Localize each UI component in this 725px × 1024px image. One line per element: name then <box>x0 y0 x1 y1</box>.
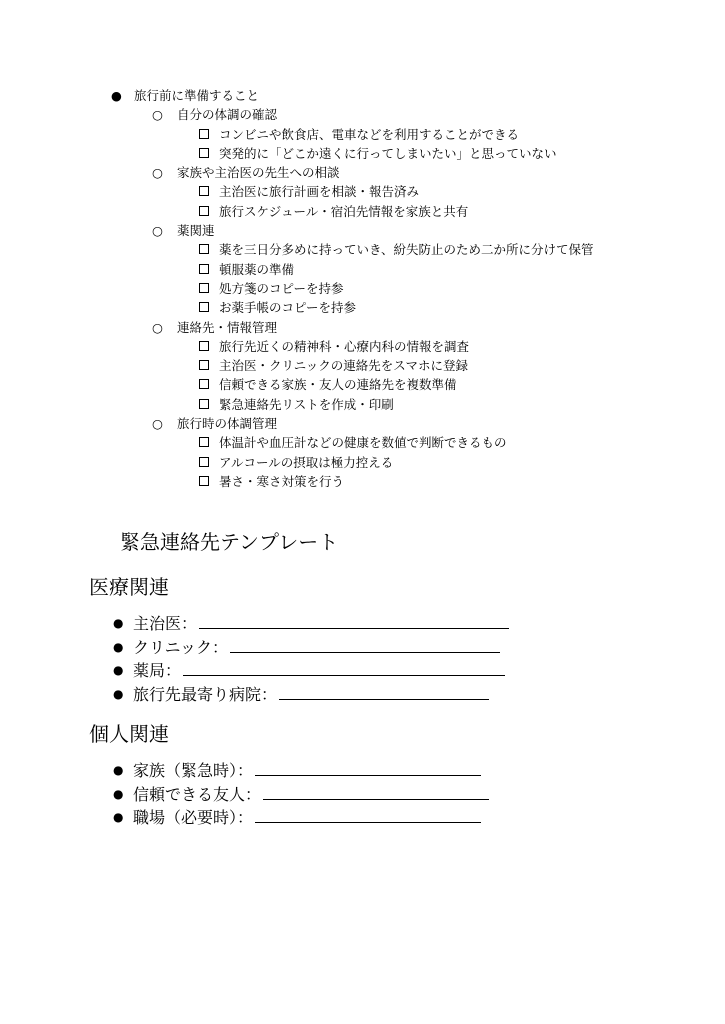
checklist-item-label: アルコールの摂取は極力控える <box>219 454 394 470</box>
bullet-circle: ○ <box>152 319 163 335</box>
checklist-item[interactable] <box>0 356 725 375</box>
section-item <box>0 318 725 337</box>
checklist-item[interactable] <box>0 240 725 259</box>
section-label: 薬関連 <box>177 223 215 239</box>
checklist-item[interactable] <box>0 202 725 221</box>
section-label: 連絡先・情報管理 <box>177 319 278 335</box>
checkbox[interactable] <box>199 437 209 447</box>
checkbox[interactable] <box>199 283 209 293</box>
checkbox[interactable] <box>199 129 209 139</box>
workplace-field <box>0 806 725 830</box>
bullet-dot: ● <box>111 88 122 103</box>
bullet-dot: ● <box>113 810 124 824</box>
bullet-dot: ● <box>113 663 124 677</box>
blank-line[interactable] <box>230 638 500 653</box>
checklist-item-label: 旅行スケジュール・宿泊先情報を家族と共有 <box>219 203 469 219</box>
blank-line[interactable] <box>255 761 481 776</box>
field-label: 主治医： <box>133 614 198 633</box>
bullet-circle: ○ <box>152 107 163 123</box>
bullet-dot: ● <box>113 786 124 801</box>
checkbox[interactable] <box>199 399 209 409</box>
checklist-item[interactable] <box>0 298 725 317</box>
checklist-item-label: お薬手帳のコピーを持参 <box>219 300 357 316</box>
checklist-item-label: 緊急連絡先リストを作成・印刷 <box>219 396 394 412</box>
checklist-item-label: 薬を三日分多めに持っていき、紛失防止のため二か所に分けて保管 <box>219 242 594 258</box>
checklist-heading-item <box>0 86 725 105</box>
field-label: 薬局： <box>133 661 182 680</box>
template-title: 緊急連絡先テンプレート <box>120 530 339 554</box>
checkbox[interactable] <box>199 360 209 370</box>
primary-doctor-field <box>0 612 725 636</box>
checklist-item-label: 主治医に旅行計画を相談・報告済み <box>219 184 420 200</box>
pharmacy-field <box>0 659 725 683</box>
section-label: 旅行時の体調管理 <box>177 416 278 432</box>
checkbox[interactable] <box>199 341 209 351</box>
checklist-item-label: 主治医・クリニックの連絡先をスマホに登録 <box>219 358 469 374</box>
family-field <box>0 759 725 783</box>
checklist-item-label: コンビニや飲食店、電車などを利用することができる <box>219 126 520 142</box>
field-label: 家族（緊急時）： <box>133 761 254 780</box>
section-item <box>0 163 725 182</box>
blank-line[interactable] <box>199 614 509 629</box>
section-item <box>0 105 725 124</box>
checklist-title: 旅行前に準備すること <box>134 88 260 103</box>
checkbox[interactable] <box>199 148 209 158</box>
section-item <box>0 414 725 433</box>
checklist-item[interactable] <box>0 375 725 394</box>
checkbox[interactable] <box>199 206 209 216</box>
checkbox[interactable] <box>199 264 209 274</box>
blank-line[interactable] <box>183 661 505 676</box>
checklist-item[interactable] <box>0 182 725 201</box>
checklist-item-label: 突発的に「どこか遠くに行ってしまいたい」と思っていない <box>219 145 557 161</box>
bullet-circle: ○ <box>152 416 163 432</box>
checkbox[interactable] <box>199 379 209 389</box>
checklist-item-label: 信頼できる家族・友人の連絡先を複数準備 <box>219 377 457 393</box>
bullet-dot: ● <box>113 616 124 630</box>
bullet-circle: ○ <box>152 165 163 181</box>
checklist-item[interactable] <box>0 453 725 472</box>
section-label: 家族や主治医の先生への相談 <box>177 165 340 181</box>
bullet-circle: ○ <box>152 223 163 239</box>
bullet-dot: ● <box>113 639 124 654</box>
blank-line[interactable] <box>279 685 489 700</box>
checkbox[interactable] <box>199 186 209 196</box>
trusted-friend-field <box>0 783 725 807</box>
section-item <box>0 221 725 240</box>
blank-line[interactable] <box>263 785 489 800</box>
field-label: 信頼できる友人： <box>133 784 262 804</box>
checklist-item-label: 体温計や血圧計などの健康を数値で判断できるもの <box>219 435 507 451</box>
checklist-item[interactable] <box>0 395 725 414</box>
personal-heading: 個人関連 <box>89 722 169 746</box>
medical-contact-fields <box>0 612 725 706</box>
clinic-field <box>0 636 725 660</box>
checkbox[interactable] <box>199 244 209 254</box>
checkbox[interactable] <box>199 476 209 486</box>
nearest-hospital-field <box>0 683 725 707</box>
field-label: 職場（必要時）： <box>133 808 254 827</box>
pre-trip-checklist <box>0 86 725 491</box>
checklist-item[interactable] <box>0 472 725 491</box>
medical-heading: 医療関連 <box>89 575 169 599</box>
section-label: 自分の体調の確認 <box>177 107 278 123</box>
checklist-item-label: 旅行先近くの精神科・心療内科の情報を調査 <box>219 338 470 354</box>
bullet-dot: ● <box>113 763 124 777</box>
blank-line[interactable] <box>255 808 481 823</box>
field-label: クリニック： <box>133 637 229 657</box>
checklist-item-label: 頓服薬の準備 <box>219 261 295 277</box>
checklist-item[interactable] <box>0 260 725 279</box>
checkbox[interactable] <box>199 457 209 467</box>
checkbox[interactable] <box>199 302 209 312</box>
checklist-item-label: 暑さ・寒さ対策を行う <box>219 473 345 489</box>
checklist-item[interactable] <box>0 337 725 356</box>
checklist-item[interactable] <box>0 433 725 452</box>
personal-contact-fields <box>0 759 725 830</box>
field-label: 旅行先最寄り病院： <box>133 684 278 704</box>
checklist-item[interactable] <box>0 279 725 298</box>
checklist-item[interactable] <box>0 144 725 163</box>
bullet-dot: ● <box>113 686 124 701</box>
checklist-item-label: 処方箋のコピーを持参 <box>219 280 344 296</box>
checklist-item[interactable] <box>0 125 725 144</box>
